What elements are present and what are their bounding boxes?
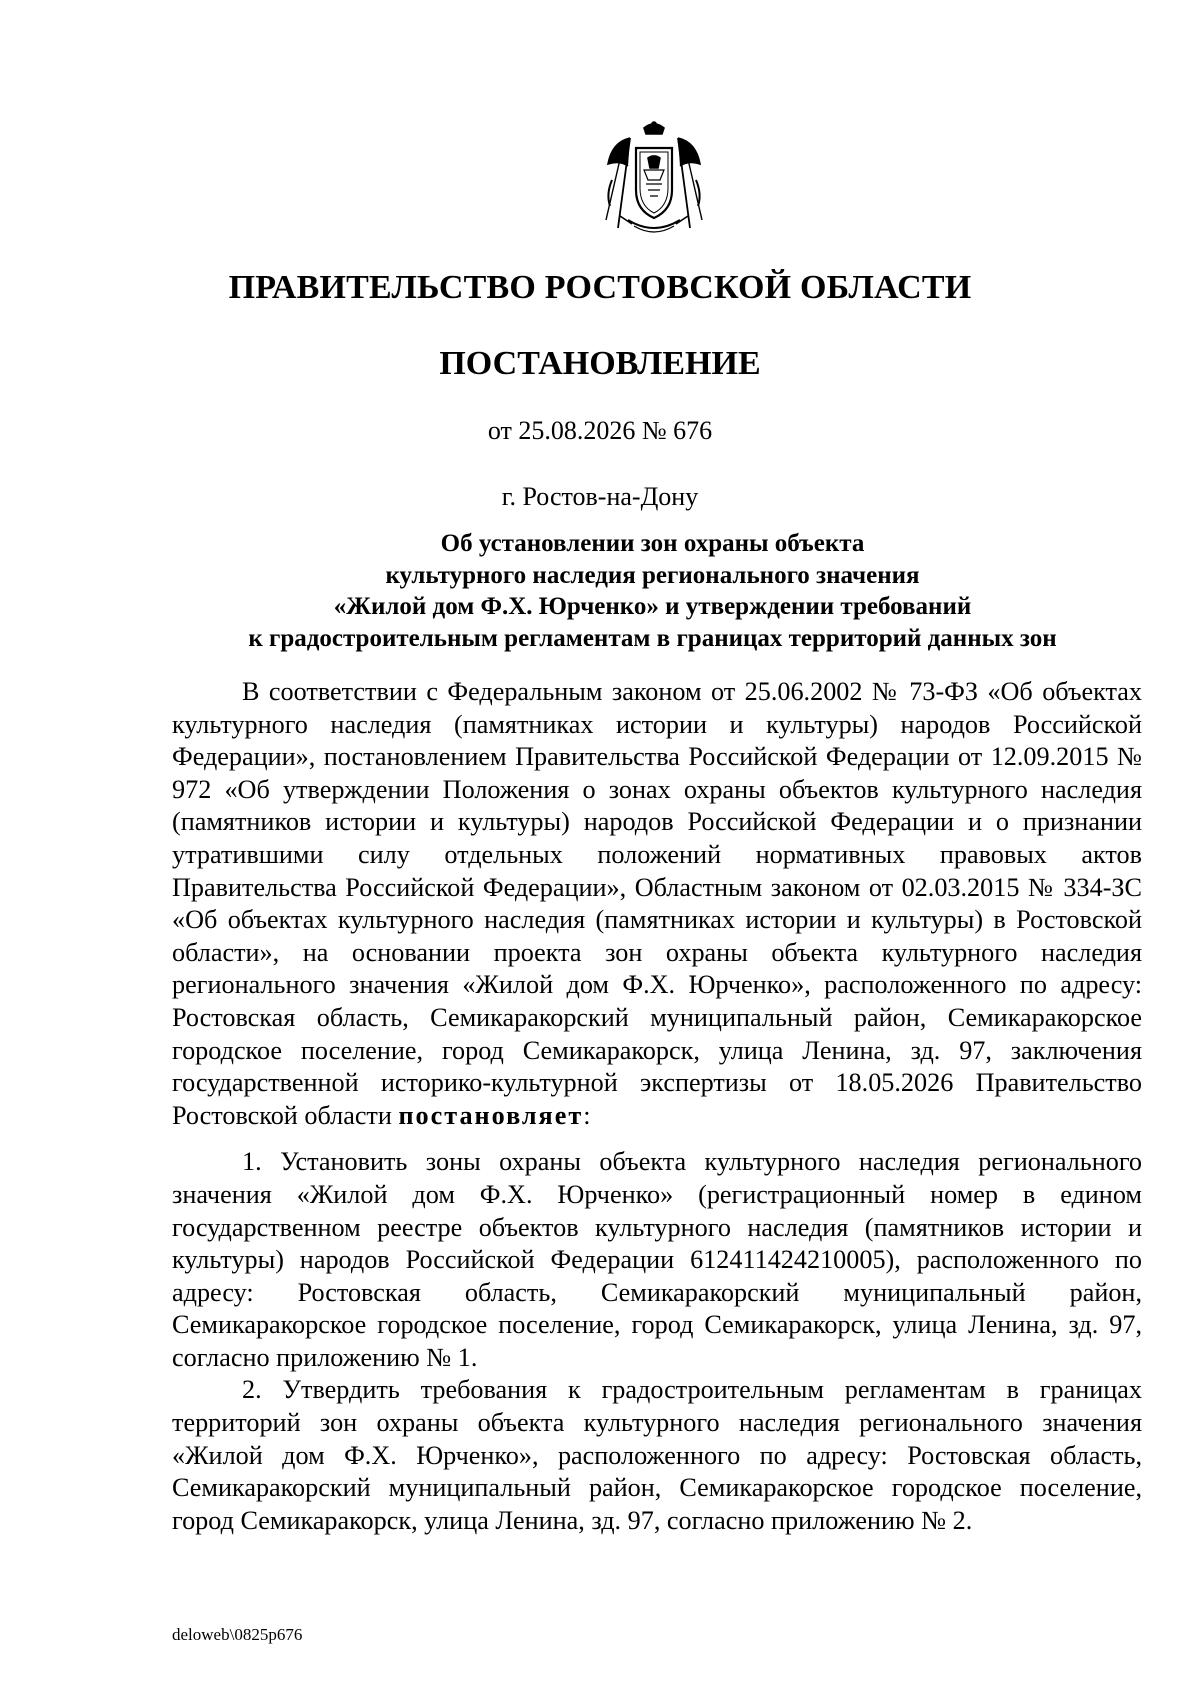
preamble-text: В соответствии с Федеральным законом от 25.06.2002 № 73-ФЗ «Об объектах культурного наследия (памятниках истории и культуры) народов Российской Федерации», постановлением Правительства Российской Федерации от 12.09.2015 № 972 «Об утверждении Положения о зонах охраны объектов культурного наследия (памятников истории и культуры) народов Российской Федерации и о признании утратившими силу отдельных положений нормативных правовых актов Правительства Российской Федерации», Областным законом от 02.03.2015 № 334-ЗС «Об объектах культурного наследия (памятниках истории и культуры) в Ростовской области», на основании проекта зон охраны объекта культурного наследия регионального значения «Жилой дом Ф.Х. Юрченко», расположенного по адресу: Ростовская область, Семикаракорский муниципальный район, Семикаракорское городское поселение, город Семикаракорск, улица Ленина, зд. 97, заключения государственной историко-культурной экспертизы от 18.05.2026 Правительство Ростовской области — [172, 677, 1142, 1130]
preamble-paragraph — [172, 676, 1142, 1132]
subject-line: к градостроительным регламентам в границах территорий данных зон — [248, 624, 1057, 652]
item-2-paragraph: 2. Утвердить требования к градостроительным регламентам в границах территорий зон охраны объекта культурного наследия регионального значения «Жилой дом Ф.Х. Юрченко», расположенного по адресу: Ростовская область, Семикаракорский муниципальный район, Семикаракорское городское поселение, город Семикаракорск, улица Ленина, зд. 97, согласно приложению № 2. — [172, 1375, 1142, 1535]
coat-of-arms-emblem — [598, 120, 710, 238]
document-place: г. Ростов-на-Дону — [501, 482, 699, 511]
government-title: ПРАВИТЕЛЬСТВО РОСТОВСКОЙ ОБЛАСТИ — [228, 269, 972, 306]
document-type: ПОСТАНОВЛЕНИЕ — [439, 345, 761, 382]
resolves-colon: : — [583, 1100, 591, 1130]
resolves-word: постановляет — [398, 1100, 584, 1130]
document-subject — [170, 528, 1135, 654]
subject-line: «Жилой дом Ф.Х. Юрченко» и утверждении требований — [333, 593, 972, 620]
item-1-paragraph: 1. Установить зоны охраны объекта культурного наследия регионального значения «Жилой дом Ф.Х. Юрченко» (регистрационный номер в едином государственном реестре объектов культурного наследия (памятников истории и культуры) народов Российской Федерации 612411424210005), расположенного по адресу: Ростовская область, Семикаракорский муниципальный район, Семикаракорское городское поселение, город Семикаракорск, улица Ленина, зд. 97, согласно приложению № 1. — [172, 1147, 1142, 1372]
document-date-number: от 25.08.2026 № 676 — [487, 416, 713, 445]
footer-document-code: deloweb\0825p676 — [172, 1625, 303, 1644]
subject-line: Об установлении зон охраны объекта — [440, 530, 865, 557]
document-body — [172, 676, 1142, 1537]
subject-line: культурного наследия регионального значения — [385, 561, 920, 589]
